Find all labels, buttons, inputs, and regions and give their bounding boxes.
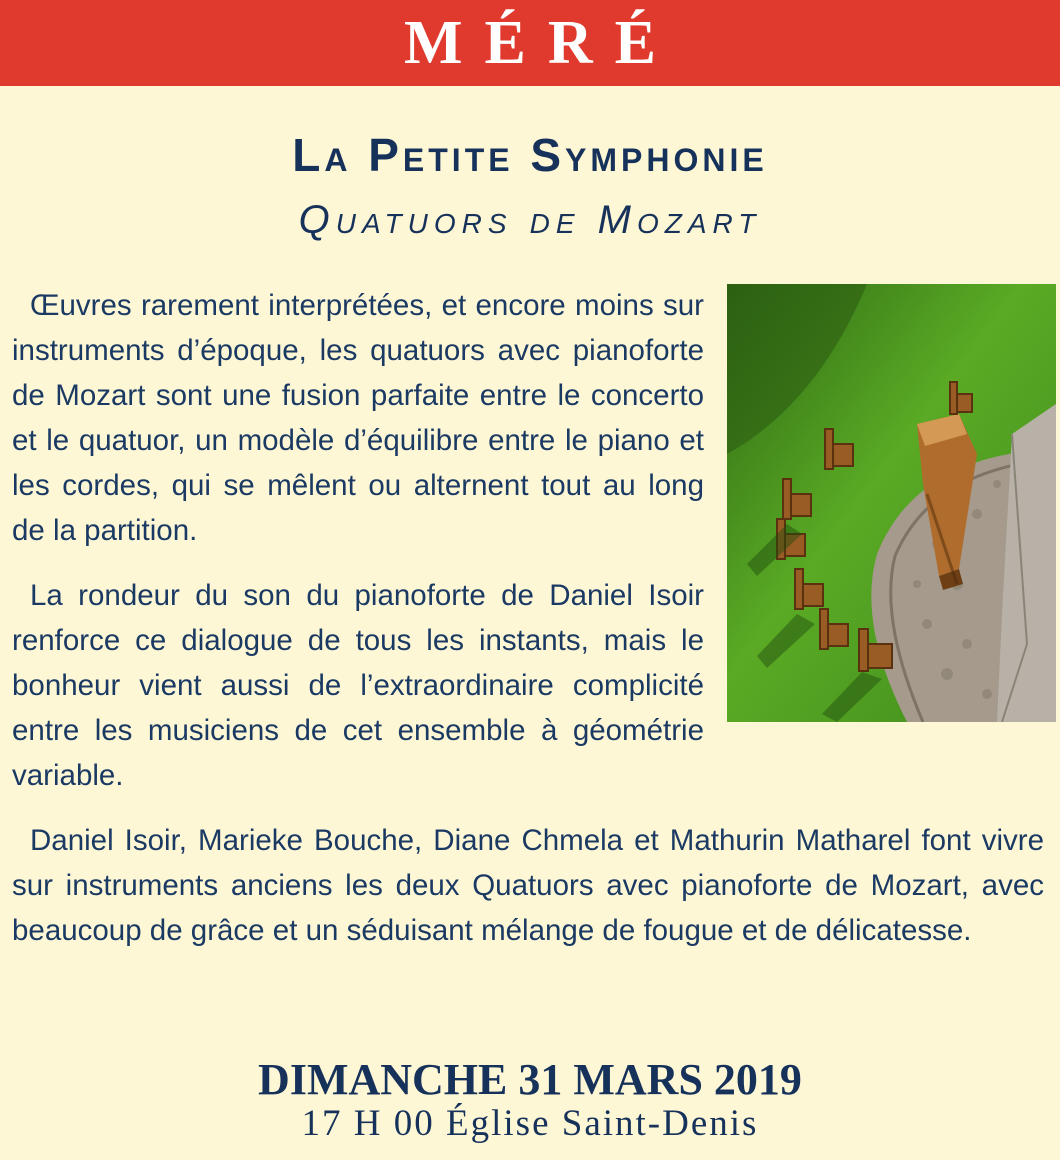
event-time-place: 17 H 00 Église Saint-Denis [301,1103,759,1144]
concert-title: La Petite Symphonie [292,129,768,181]
event-date: DIMANCHE 31 MARS 2019 [258,1055,802,1104]
paragraph-musicians: Daniel Isoir, Marieke Bouche, Diane Chmela et Mathurin Matharel font vivre sur instruments anciens les deux Quatuors avec pianoforte de Mozart, avec beaucoup de grâce et un séduisant mélange de fougue et de délicatesse. [12,824,1044,947]
town-name: MÉRÉ [404,9,678,77]
photo-wrap-space [704,283,1044,723]
town-banner [0,0,1060,86]
concert-subtitle: Quatuors de Mozart [298,198,762,242]
paragraph-pianoforte: La rondeur du son du pianoforte de Daniel Isoir renforce ce dialogue de tous les instants, mais le bonheur vient aussi de l’extraordinaire complicité entre les musiciens de cet ensemble à géométrie variable. [12,579,704,792]
paragraph-repertoire: Œuvres rarement interprétées, et encore moins sur instruments d’époque, les quatuors avec pianoforte de Mozart sont une fusion parfaite entre le concerto et le quatuor, un modèle d’équilibre entre le piano et les cordes, qui se mêlent ou alternent tout au long de la partition. [12,289,704,547]
description-text [12,283,1044,973]
